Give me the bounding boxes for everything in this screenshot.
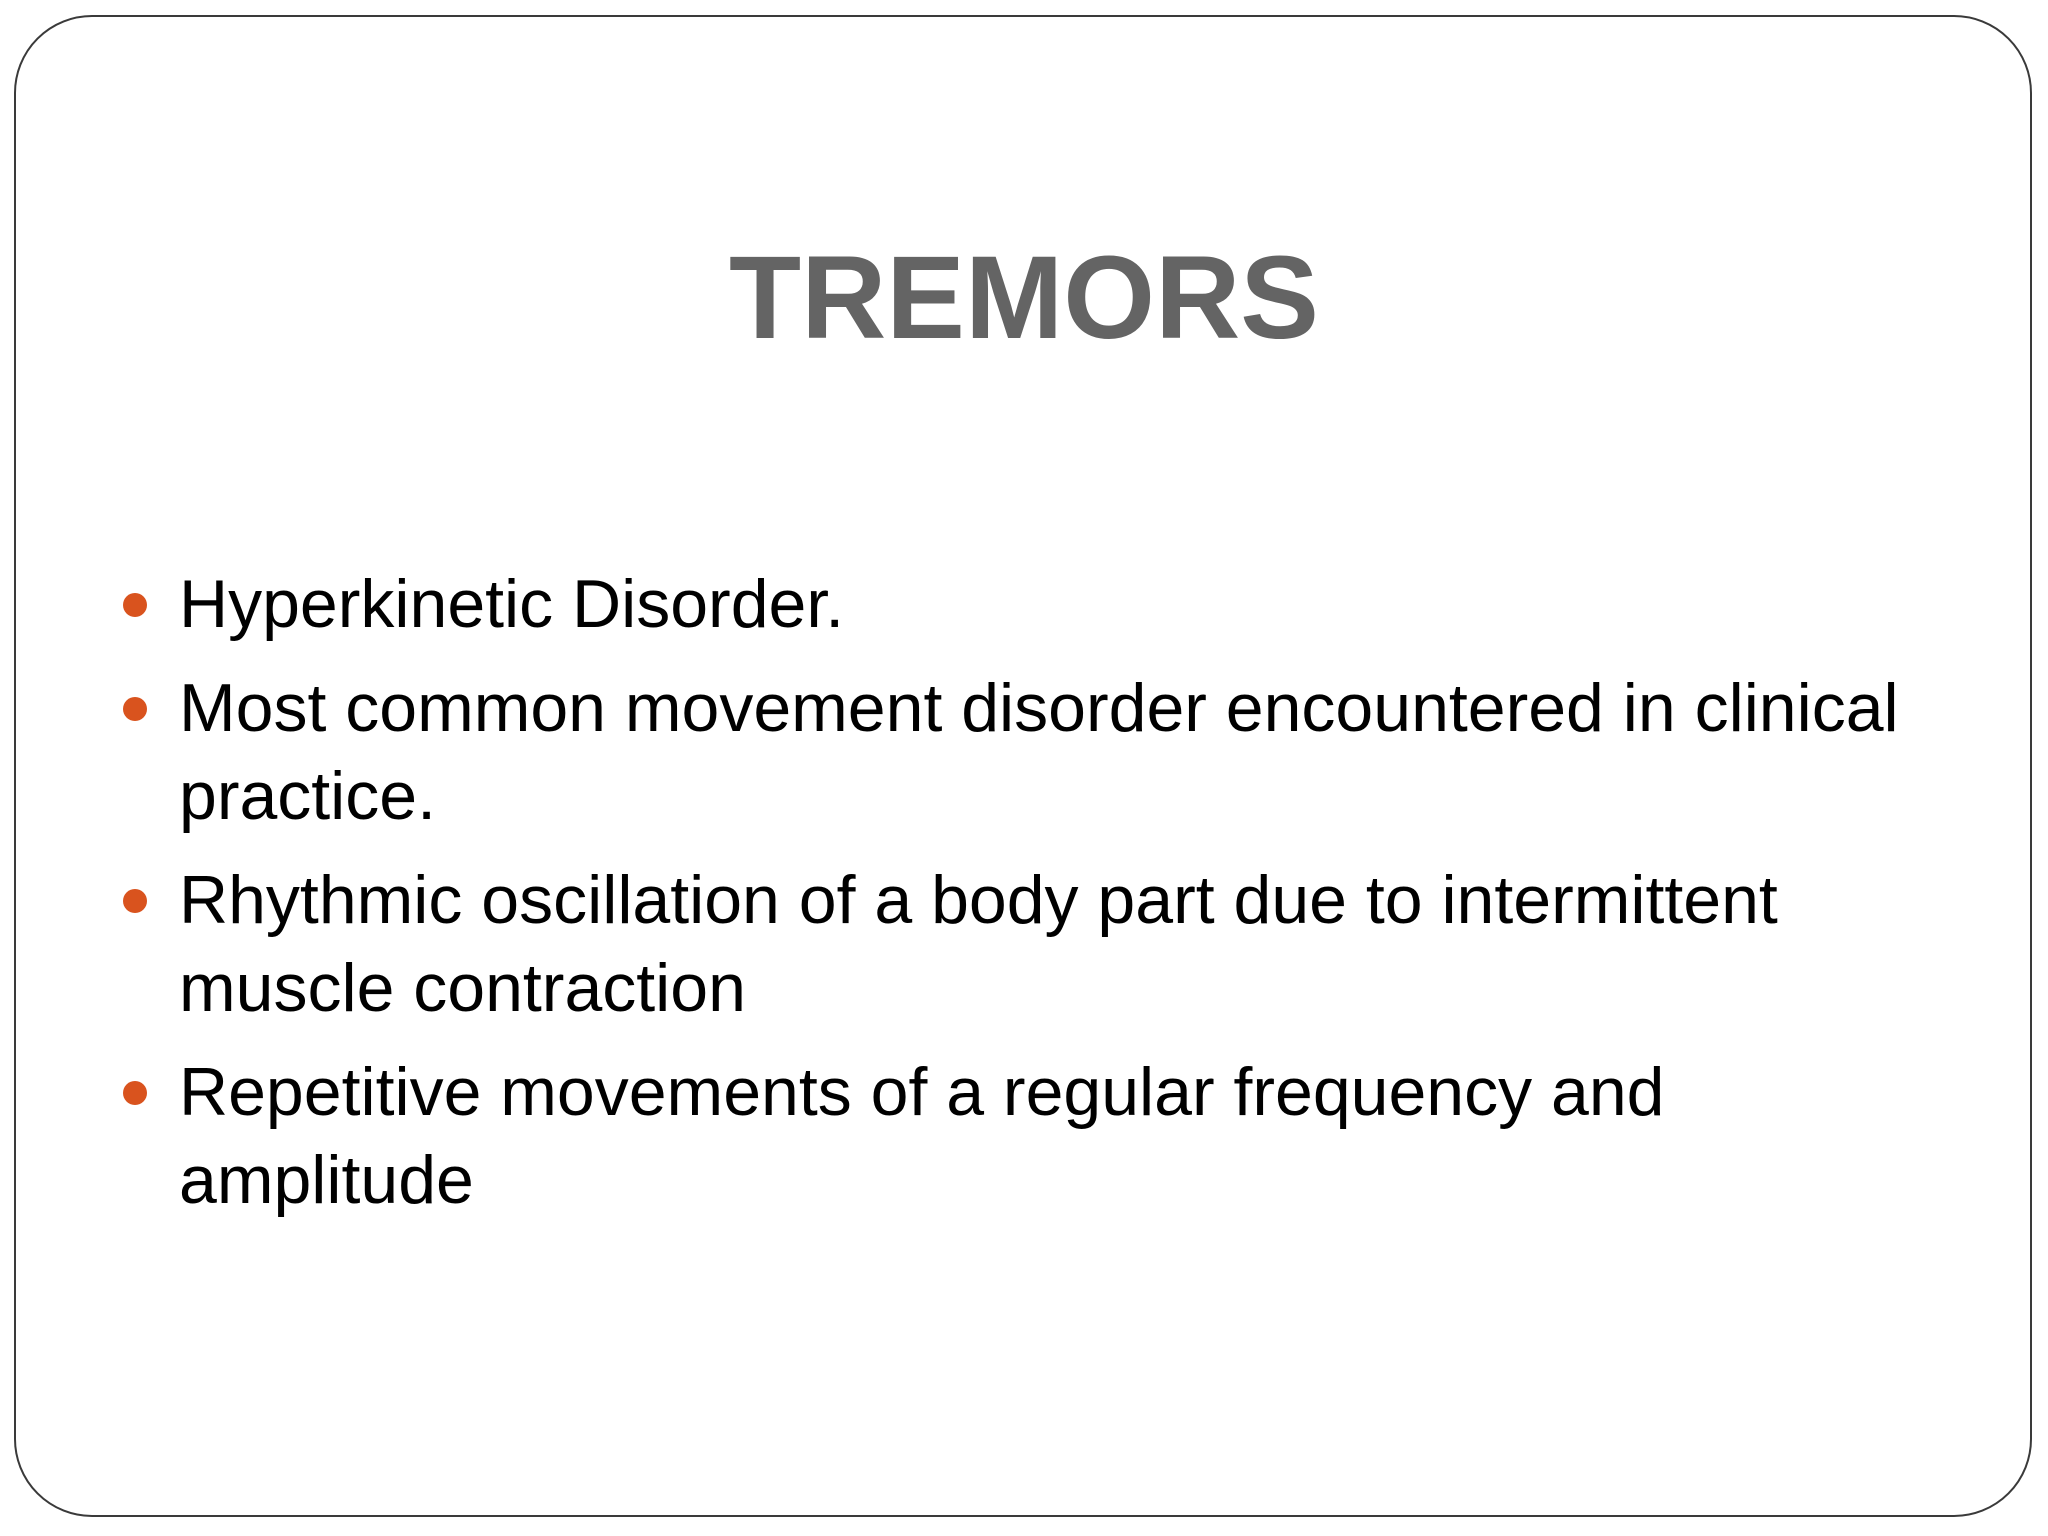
- bullet-text: Most common movement disorder encountered in clinical practice.: [179, 670, 1899, 834]
- bullet-dot-icon: [123, 1081, 147, 1105]
- bullet-text: Hyperkinetic Disorder.: [179, 566, 845, 642]
- bullet-item: [115, 664, 1955, 840]
- bullet-item: [115, 856, 1955, 1032]
- bullet-dot-icon: [123, 593, 147, 617]
- bullet-list: [115, 560, 1955, 1240]
- bullet-item: [115, 1048, 1955, 1224]
- slide-title: TREMORS: [729, 232, 1319, 364]
- bullet-text: Rhythmic oscillation of a body part due to intermittent muscle contraction: [179, 862, 1778, 1026]
- bullet-text: Repetitive movements of a regular frequency and amplitude: [179, 1054, 1665, 1218]
- bullet-dot-icon: [123, 889, 147, 913]
- bullet-item: [115, 560, 1955, 648]
- bullet-dot-icon: [123, 697, 147, 721]
